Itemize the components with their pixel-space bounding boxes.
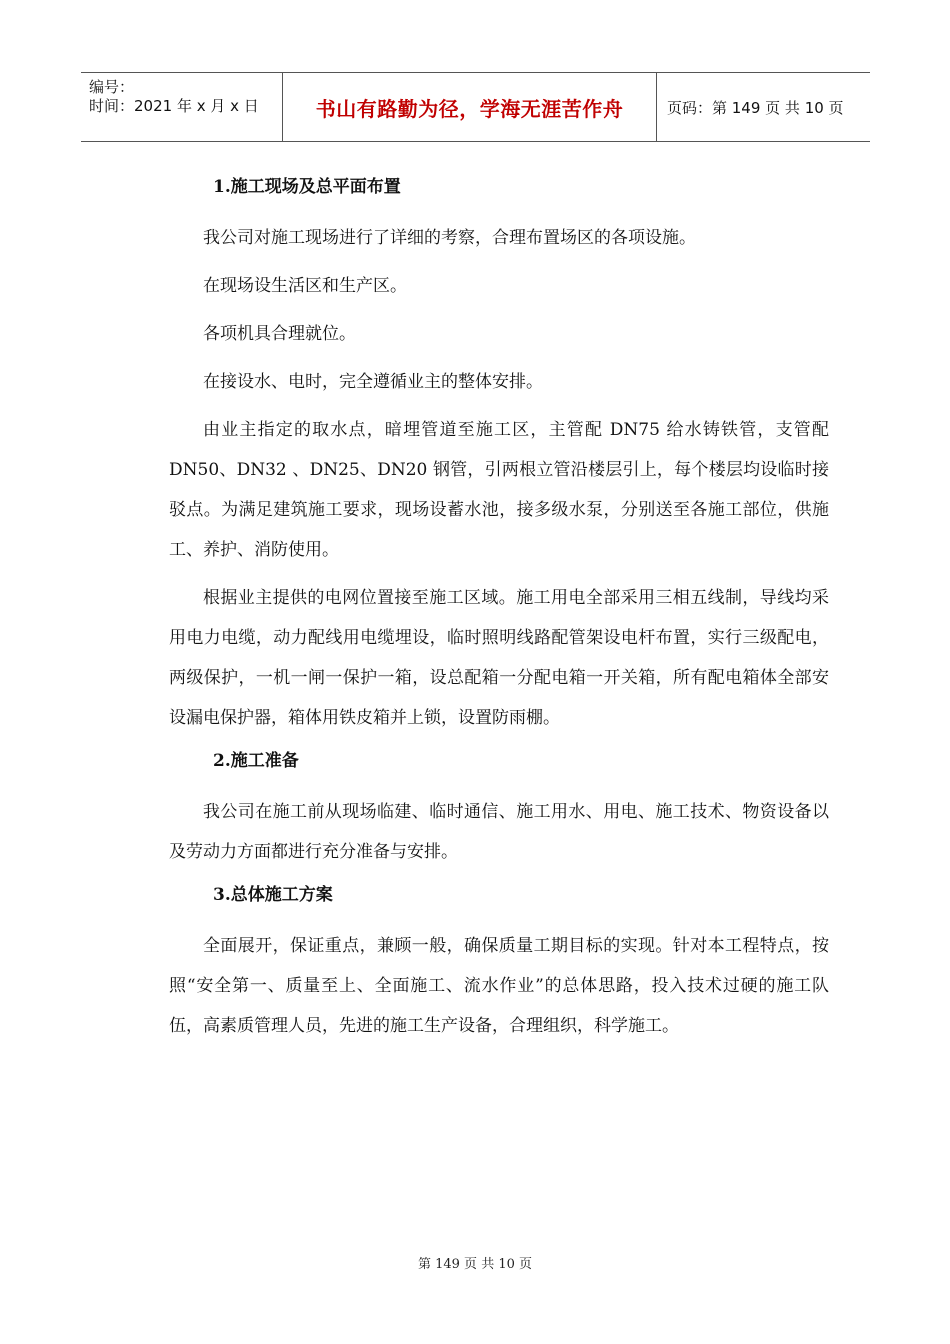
section-3 bbox=[169, 880, 829, 1046]
header-page-number: 页码：第 149 页 共 10 页 bbox=[667, 98, 844, 117]
header-motto: 书山有路勤为径，学海无涯苦作舟 bbox=[315, 96, 624, 121]
header-motto-cell bbox=[283, 73, 657, 141]
page-header bbox=[81, 72, 870, 142]
paragraph: 在接设水、电时，完全遵循业主的整体安排。 bbox=[203, 372, 543, 392]
document-number-label: 编号： bbox=[89, 78, 135, 96]
paragraph: 在现场设生活区和生产区。 bbox=[203, 276, 407, 296]
section-2 bbox=[169, 746, 829, 872]
section-title: 2.施工准备 bbox=[213, 751, 299, 771]
section-title: 1.施工现场及总平面布置 bbox=[213, 177, 401, 197]
footer-page-number: 第 149 页 共 10 页 bbox=[417, 1257, 533, 1272]
header-page-cell bbox=[657, 73, 870, 141]
document-time-label: 时间：2021 年 x 月 x 日 bbox=[89, 97, 259, 115]
document-body bbox=[169, 172, 829, 1054]
paragraph: 全面展开，保证重点，兼顾一般，确保质量工期目标的实现。针对本工程特点，按照“安全第一、质量至上、全面施工、流水作业”的总体思路，投入技术过硬的施工队伍，高素质管理人员，先进的施工生产设备，合理组织，科学施工。 bbox=[169, 936, 829, 1036]
paragraph: 我公司在施工前从现场临建、临时通信、施工用水、用电、施工技术、物资设备以及劳动力方面都进行充分准备与安排。 bbox=[169, 802, 829, 862]
section-title: 3.总体施工方案 bbox=[213, 885, 333, 905]
page-footer bbox=[0, 1253, 950, 1272]
paragraph: 由业主指定的取水点，暗埋管道至施工区，主管配 DN75 给水铸铁管，支管配 DN50、DN32 、DN25、DN20 钢管，引两根立管沿楼层引上，每个楼层均设临时接驳点。为满足建筑施工要求，现场设蓄水池，接多级水泵，分别送至各施工部位，供施工、养护、消防使用。 bbox=[169, 420, 829, 560]
paragraph: 我公司对施工现场进行了详细的考察，合理布置场区的各项设施。 bbox=[203, 228, 696, 248]
paragraph: 根据业主提供的电网位置接至施工区域。施工用电全部采用三相五线制，导线均采用电力电缆，动力配线用电缆埋设，临时照明线路配管架设电杆布置，实行三级配电，两级保护，一机一闸一保护一箱，设总配箱一分配电箱一开关箱，所有配电箱体全部安设漏电保护器，箱体用铁皮箱并上锁，设置防雨棚。 bbox=[169, 588, 829, 728]
header-meta bbox=[81, 73, 283, 141]
paragraph: 各项机具合理就位。 bbox=[203, 324, 356, 344]
section-1 bbox=[169, 172, 829, 738]
